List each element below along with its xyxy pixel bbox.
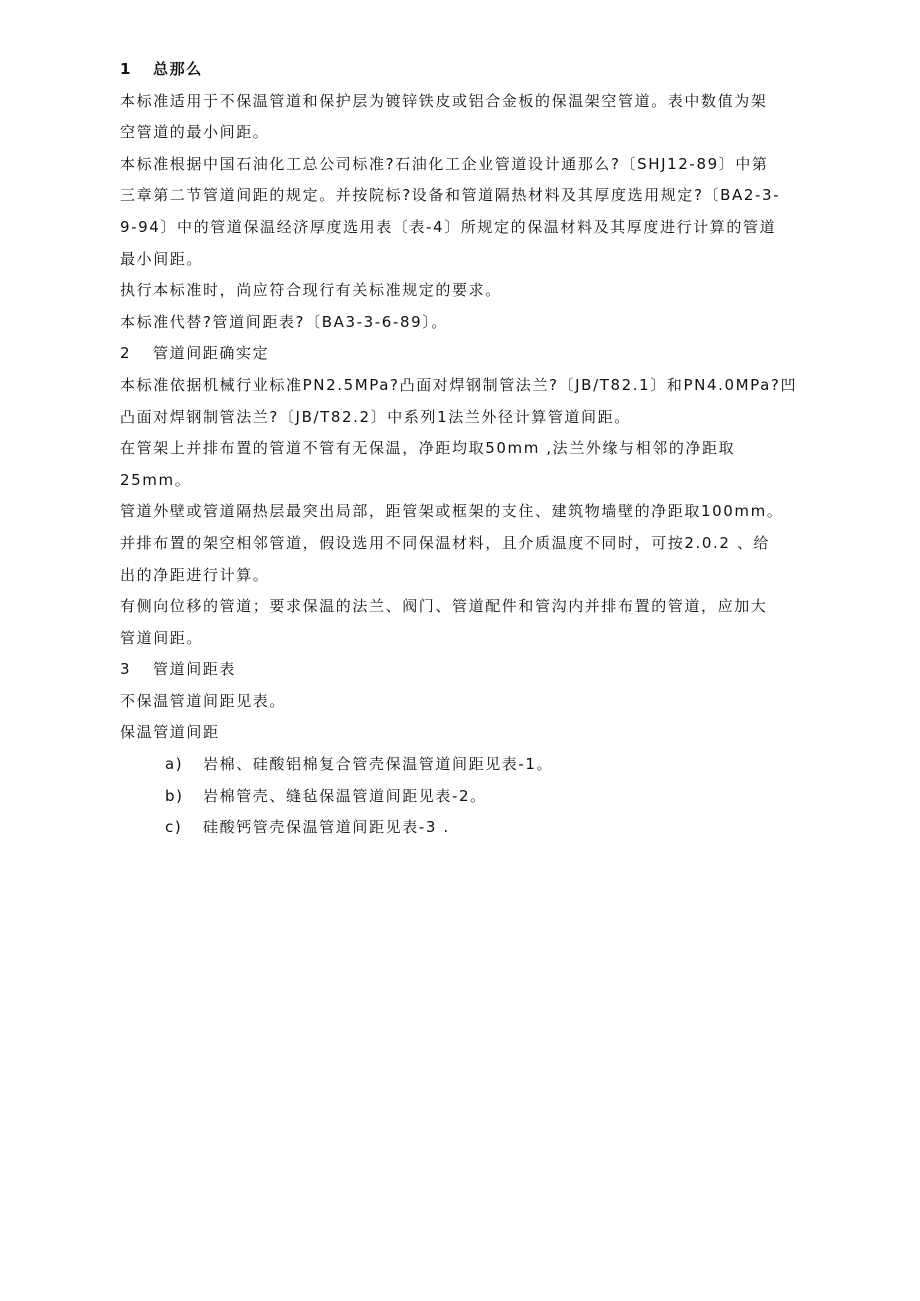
paragraph-line: 在管架上并排布置的管道不管有无保温，净距均取50mm ,法兰外缘与相邻的净距取 <box>120 439 736 458</box>
paragraph-line: 不保温管道间距见表。 <box>120 691 287 710</box>
paragraph-line: 凸面对焊钢制管法兰?〔JB/T82.2〕中系列1法兰外径计算管道间距。 <box>120 407 631 426</box>
section-number: 3 <box>120 660 132 679</box>
list-text: 岩棉管壳、缝毡保温管道间距见表-2。 <box>203 786 487 805</box>
paragraph-line: 出的净距进行计算。 <box>120 565 270 584</box>
document-body <box>120 54 855 844</box>
paragraph-line: 最小间距。 <box>120 249 204 268</box>
paragraph-line: 空管道的最小间距。 <box>120 123 270 142</box>
list-marker: c) <box>165 818 183 837</box>
paragraph-line: 本标准根据中国石油化工总公司标准?石油化工企业管道设计通那么?〔SHJ12-89〕中第 <box>120 154 769 173</box>
list-item <box>120 812 855 844</box>
section-1-heading <box>120 54 855 86</box>
section-number: 2 <box>120 344 132 363</box>
list-marker: a) <box>165 755 184 774</box>
list-text: 硅酸钙管壳保温管道间距见表-3 . <box>203 818 450 837</box>
paragraph-line: 三章第二节管道间距的规定。并按院标?设备和管道隔热材料及其厚度选用规定?〔BA2-3- <box>120 186 781 205</box>
list-marker: b) <box>165 786 184 805</box>
paragraph-line: 本标准代替?管道间距表?〔BA3-3-6-89〕。 <box>120 312 448 331</box>
section-title: 总那么 <box>153 60 203 78</box>
paragraph-line: 管道外壁或管道隔热层最突出局部，距管架或框架的支住、建筑物墙壁的净距取100mm。 <box>120 502 784 521</box>
section-number: 1 <box>120 60 133 78</box>
paragraph-line: 并排布置的架空相邻管道，假设选用不同保温材料，且介质温度不同时，可按2.0.2 、给 <box>120 533 771 552</box>
list-item <box>120 749 855 781</box>
paragraph-line: 本标准依据机械行业标准PN2.5MPa?凸面对焊钢制管法兰?〔JB/T82.1〕和PN4.0MPa?凹 <box>120 375 798 394</box>
paragraph-line: 9-94〕中的管道保温经济厚度选用表〔表-4〕所规定的保温材料及其厚度进行计算的管道 <box>120 217 777 236</box>
paragraph-line: 有侧向位移的管道；要求保温的法兰、阀门、管道配件和管沟内并排布置的管道，应加大 <box>120 597 768 616</box>
list-text: 岩棉、硅酸铝棉复合管壳保温管道间距见表-1。 <box>203 755 554 774</box>
paragraph-line: 25mm。 <box>120 470 192 489</box>
section-title: 管道间距表 <box>153 660 237 679</box>
section-3-heading <box>120 654 855 686</box>
paragraph-line: 保温管道间距 <box>120 723 220 742</box>
paragraph-line: 本标准适用于不保温管道和保护层为镀锌铁皮或铝合金板的保温架空管道。表中数值为架 <box>120 91 768 110</box>
paragraph-line: 执行本标准时，尚应符合现行有关标准规定的要求。 <box>120 281 502 300</box>
section-2-heading <box>120 338 855 370</box>
paragraph-line: 管道间距。 <box>120 628 204 647</box>
list-item <box>120 781 855 813</box>
section-title: 管道间距确实定 <box>153 344 270 363</box>
